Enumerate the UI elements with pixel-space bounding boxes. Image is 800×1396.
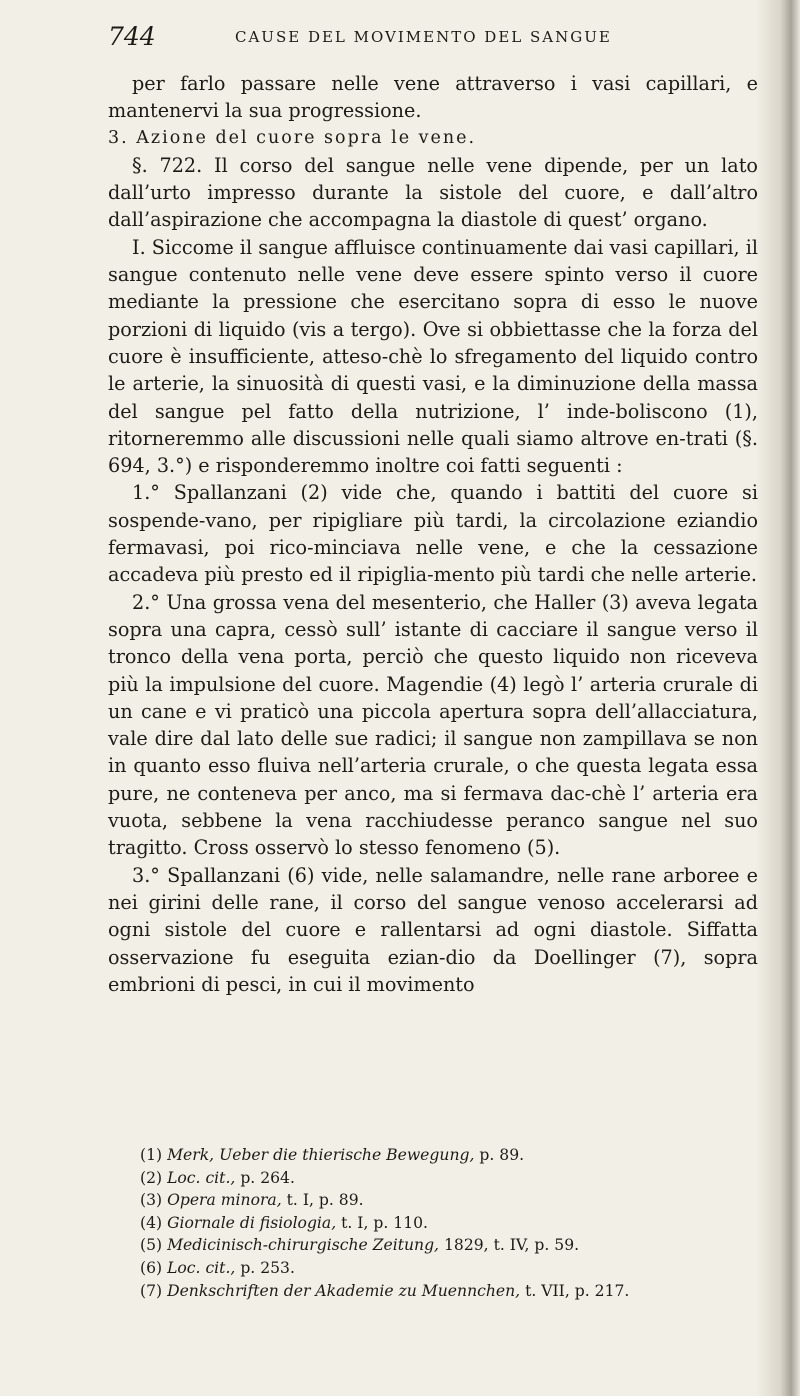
footnote-title: Merk, Ueber die thierische Bewegung, [167,1146,475,1164]
footnote [140,1212,760,1235]
body-text [108,70,758,998]
footnote-title: Opera minora, [167,1191,282,1210]
footnote-ref: p. 253. [235,1258,295,1277]
footnote-number: (6) [140,1258,163,1277]
page-header [108,22,748,52]
footnote [140,1167,760,1190]
paragraph-i: I. Siccome il sangue affluisce continuamente dai vasi capillari, il sangue contenuto nelle vene deve essere spinto verso il cuore mediante la pressione che esercitano sopra di esso le nuove porzioni di liquido (vis a tergo). Ove si obbiettasse che la forza del cuore è insufficiente, atteso-chè lo sfregamento del liquido contro le arterie, la sinuosità di questi vasi, e la diminuzione della massa del sangue pel fatto della nutrizione, l’ inde-boliscono (1), ritorneremmo alle discussioni nelle quali siamo altrove en-trati (§. 694, 3.°) e risponderemmo inoltre coi fatti seguenti : [108,235,758,478]
footnote-title: Medicinisch-chirurgische Zeitung, [167,1236,440,1255]
footnote-title: Denkschriften der Akademie zu Muennchen, [167,1281,521,1300]
paragraph-3: 3.° Spallanzani (6) vide, nelle salamandre, nelle rane arboree e nei girini delle rane, il corso del sangue venoso accelerarsi ad ogni sistole del cuore e rallentarsi ad ogni diastole. Siffatta osservazione fu eseguita ezian-dio da Doellinger (7), sopra embrioni di pesci, in cui il movimento [108,863,758,996]
page-number: 744 [108,22,156,51]
paragraph-2: 2.° Una grossa vena del mesenterio, che Haller (3) aveva legata sopra una capra, cessò sull’ istante di cacciare il sangue verso il tronco della vena porta, perciò che questo liquido non riceveva più la impulsione del cuore. Magendie (4) legò l’ arteria crurale di un cane e vi praticò una piccola apertura sopra dell’allacciatura, vale dire dal lato delle sue radici; il sangue non zampillava se non in quanto esso fluiva nell’arteria crurale, o che questa legata essa pure, ne conteneva per anco, ma si fermava dac-chè l’ arteria era vuota, sebbene la vena racchiudesse peranco sangue nel suo tragitto. Cross osservò lo stesso fenomeno (5). [108,590,758,860]
footnote-ref: t. VII, p. 217. [520,1281,630,1300]
footnote-ref: t. I, p. 110. [336,1213,428,1232]
footnote-ref: 1829, t. IV, p. 59. [439,1236,580,1255]
paragraph-1: 1.° Spallanzani (2) vide che, quando i battiti del cuore si sospende-vano, per ripigliare più tardi, la circolazione eziandio fermavasi, poi rico-minciava nelle vene, e che la cessazione accadeva più presto ed il ripiglia-mento più tardi che nelle arterie. [108,481,758,587]
footnote [140,1280,760,1303]
paragraph-722: §. 722. Il corso del sangue nelle vene dipende, per un lato dall’urto impresso durante la sistole del cuore, e dall’altro dall’aspirazione che accompagna la diastole di quest’ organo. [108,153,758,232]
section-title: 3. Azione del cuore sopra le vene. [108,127,477,148]
footnotes [140,1144,760,1302]
paragraph-continued: per farlo passare nelle vene attraverso i vasi capillari, e mantenervi la sua progressione. [108,72,758,123]
footnote-number: (3) [140,1191,163,1210]
footnote [140,1257,760,1280]
footnote-number: (1) [140,1146,163,1164]
footnote-title: Loc. cit., [167,1168,236,1187]
footnote-number: (2) [140,1168,163,1187]
footnote-number: (4) [140,1213,163,1232]
footnote [140,1144,760,1167]
footnote [140,1189,760,1212]
footnote-ref: p. 89. [474,1146,525,1164]
footnote-ref: t. I, p. 89. [281,1191,364,1210]
footnote-ref: p. 264. [235,1168,295,1187]
footnote-title: Giornale di fisiologia, [167,1213,337,1232]
page-edge-shadow [756,0,800,1396]
footnote [140,1234,760,1257]
footnote-number: (7) [140,1281,163,1300]
footnote-number: (5) [140,1236,163,1255]
running-head: CAUSE DEL MOVIMENTO DEL SANGUE [235,28,612,46]
footnote-title: Loc. cit., [167,1258,236,1277]
